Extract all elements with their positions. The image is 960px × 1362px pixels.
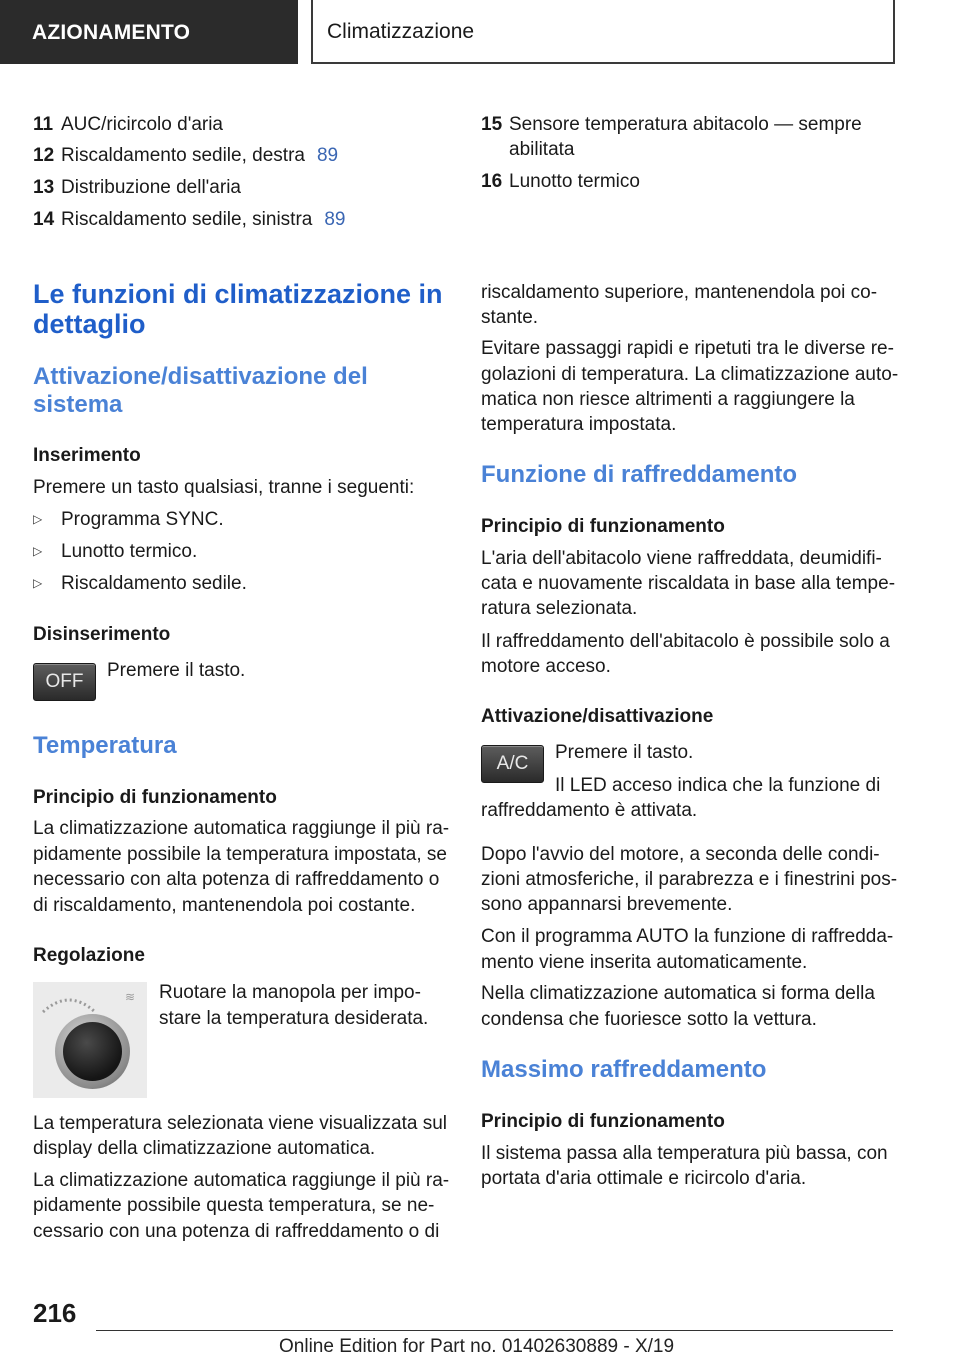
knob-icon: [55, 1014, 130, 1089]
heading-regulation: Regolazione: [33, 945, 145, 966]
paragraph-line: stante.: [481, 307, 539, 328]
list-item: ▷ Riscaldamento sedile.: [33, 573, 247, 594]
paragraph-off: Premere il tasto.: [107, 660, 246, 681]
legend-item-15: 15 Sensore temperatura abitacolo — sempre: [481, 114, 862, 135]
knob-arc-icon: [39, 992, 99, 1014]
paragraph-line: Premere il tasto.: [555, 742, 694, 763]
edition-note: Online Edition for Part no. 01402630889 - X/19: [279, 1336, 675, 1357]
paragraph-line: cessario con una potenza di raffreddamento o di: [33, 1221, 440, 1242]
paragraph-line: cata e nuovamente riscaldata in base alla tempe-: [481, 573, 896, 594]
subsection-heading-cooling: Funzione di raffreddamento: [481, 461, 798, 488]
paragraph-line: ratura selezionata.: [481, 598, 638, 619]
off-button-image: OFF: [33, 663, 96, 701]
subsection-heading-max-cooling: Massimo raffreddamento: [481, 1056, 767, 1083]
paragraph-line: Nella climatizzazione automatica si forma della: [481, 983, 875, 1004]
heat-icon: ≋: [125, 990, 136, 1004]
paragraph-line: temperatura impostata.: [481, 414, 677, 435]
legend-item-13: 13 Distribuzione dell'aria: [33, 177, 241, 198]
paragraph-line: sono appannarsi brevemente.: [481, 894, 733, 915]
paragraph-line: golazioni di temperatura. La climatizzazione auto-: [481, 364, 899, 385]
paragraph-line: La climatizzazione automatica raggiunge il più ra-: [33, 1170, 450, 1191]
paragraph-line: pidamente possibile la temperatura impostata, se: [33, 844, 448, 865]
paragraph-line: display della climatizzazione automatica.: [33, 1138, 376, 1159]
list-item: ▷ Lunotto termico.: [33, 541, 198, 562]
footer-divider: [96, 1330, 893, 1331]
legend-item-14: 14 Riscaldamento sedile, sinistra 89: [33, 209, 346, 230]
page-link[interactable]: 89: [324, 209, 346, 230]
triangle-icon: ▷: [33, 576, 43, 590]
paragraph-line: necessario con alta potenza di raffreddamento o: [33, 869, 440, 890]
legend-item-15-cont: abilitata: [509, 139, 575, 160]
paragraph-line: riscaldamento superiore, mantenendola poi co-: [481, 282, 878, 303]
section-heading-cont: dettaglio: [33, 309, 146, 339]
subsection-heading-system-cont: sistema: [33, 391, 123, 418]
paragraph-line: Dopo l'avvio del motore, a seconda delle condi-: [481, 844, 880, 865]
paragraph-line: Il raffreddamento dell'abitacolo è possibile solo a: [481, 631, 890, 652]
paragraph-line: Con il programma AUTO la funzione di raffredda-: [481, 926, 894, 947]
legend-item-16: 16 Lunotto termico: [481, 171, 640, 192]
triangle-icon: ▷: [33, 544, 43, 558]
paragraph-line: portata d'aria ottimale e ricircolo d'aria.: [481, 1168, 807, 1189]
heading-off: Disinserimento: [33, 624, 171, 645]
paragraph-line: zioni atmosferiche, il parabrezza e i finestrini pos-: [481, 869, 898, 890]
paragraph-line: motore acceso.: [481, 656, 611, 677]
paragraph-line: Il sistema passa alla temperatura più bassa, con: [481, 1143, 888, 1164]
paragraph-line: raffreddamento è attivata.: [481, 800, 698, 821]
temperature-knob-image: [33, 982, 147, 1098]
heading-principle: Principio di funzionamento: [33, 787, 277, 808]
paragraph-line: Ruotare la manopola per impo-: [159, 982, 421, 1003]
section-tab: AZIONAMENTO: [0, 0, 298, 64]
paragraph-line: La climatizzazione automatica raggiunge il più ra-: [33, 818, 450, 839]
paragraph-line: condensa che fuoriesce sotto la vettura.: [481, 1009, 817, 1030]
chapter-tab: Climatizzazione: [311, 0, 895, 64]
triangle-icon: ▷: [33, 512, 43, 526]
paragraph-line: stare la temperatura desiderata.: [159, 1008, 429, 1029]
paragraph-line: di riscaldamento, mantenendola poi costante.: [33, 895, 416, 916]
heading-activation: Attivazione/disattivazione: [481, 706, 714, 727]
paragraph-line: Evitare passaggi rapidi e ripetuti tra le diverse re-: [481, 338, 894, 359]
paragraph-line: mento viene inserita automaticamente.: [481, 952, 808, 973]
page-number: 216: [33, 1298, 77, 1328]
subsection-heading-system: Attivazione/disattivazione del: [33, 363, 368, 390]
paragraph-line: La temperatura selezionata viene visualizzata sul: [33, 1113, 448, 1134]
paragraph-line: L'aria dell'abitacolo viene raffreddata, deumidifi-: [481, 548, 882, 569]
legend-item-11: 11 AUC/ricircolo d'aria: [33, 114, 224, 135]
heading-principle: Principio di funzionamento: [481, 516, 725, 537]
paragraph-on: Premere un tasto qualsiasi, tranne i seguenti:: [33, 477, 415, 498]
paragraph-line: pidamente possibile questa temperatura, se ne-: [33, 1195, 435, 1216]
section-heading: Le funzioni di climatizzazione in: [33, 279, 443, 309]
legend-item-12: 12 Riscaldamento sedile, destra 89: [33, 145, 339, 166]
list-item: ▷ Programma SYNC.: [33, 509, 224, 530]
paragraph-line: Il LED acceso indica che la funzione di: [555, 775, 881, 796]
ac-button-image: A/C: [481, 745, 544, 783]
paragraph-line: matica non riesce altrimenti a raggiungere la: [481, 389, 855, 410]
heading-on: Inserimento: [33, 445, 141, 466]
subsection-heading-temperature: Temperatura: [33, 732, 177, 759]
heading-principle: Principio di funzionamento: [481, 1111, 725, 1132]
page-link[interactable]: 89: [316, 145, 339, 166]
